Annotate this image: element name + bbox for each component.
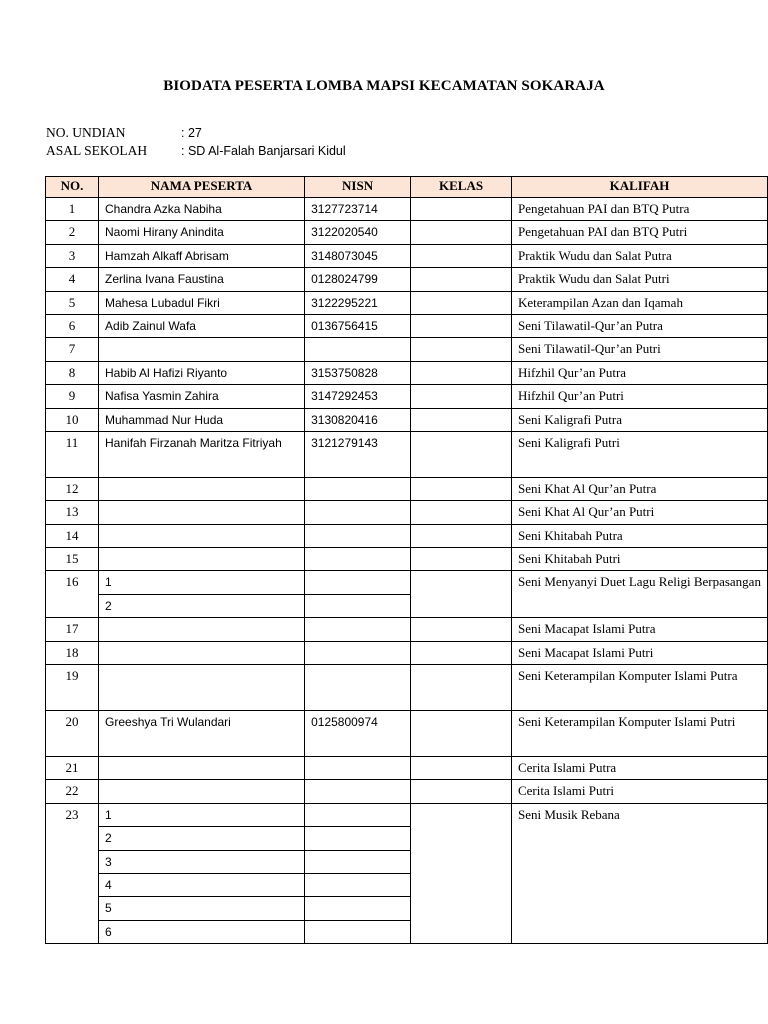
kalifah-cell: Seni Macapat Islami Putri — [511, 641, 767, 664]
kelas-cell[interactable] — [411, 501, 512, 524]
kalifah-cell: Seni Kaligrafi Putri — [511, 431, 767, 477]
participant-name-cell[interactable]: 2 — [99, 827, 305, 850]
participant-name-cell[interactable]: Hamzah Alkaff Abrisam — [99, 244, 305, 267]
participant-name-cell[interactable] — [99, 757, 305, 780]
undian-value: : 27 — [181, 126, 202, 140]
kalifah-cell: Keterampilan Azan dan Iqamah — [511, 291, 767, 314]
row-number: 15 — [46, 548, 99, 571]
kalifah-cell: Seni Keterampilan Komputer Islami Putra — [511, 665, 767, 711]
header-kelas: KELAS — [411, 177, 512, 198]
nisn-cell[interactable]: 0136756415 — [305, 314, 411, 337]
kelas-cell[interactable] — [411, 548, 512, 571]
row-number: 4 — [46, 268, 99, 291]
participant-name-cell[interactable]: Chandra Azka Nabiha — [99, 198, 305, 221]
table-row — [46, 268, 768, 291]
participant-name-cell[interactable]: 2 — [99, 594, 305, 617]
row-number: 14 — [46, 524, 99, 547]
row-number: 8 — [46, 361, 99, 384]
row-number: 16 — [46, 571, 99, 618]
kelas-cell[interactable] — [411, 314, 512, 337]
kalifah-cell: Seni Khat Al Qur’an Putri — [511, 501, 767, 524]
undian-label: NO. UNDIAN — [46, 125, 126, 140]
participant-name-cell[interactable] — [99, 665, 305, 711]
table-row — [46, 385, 768, 408]
participant-name-cell[interactable]: 6 — [99, 920, 305, 943]
nisn-cell[interactable]: 3147292453 — [305, 385, 411, 408]
row-number: 10 — [46, 408, 99, 431]
row-number: 5 — [46, 291, 99, 314]
table-row — [46, 548, 768, 571]
table-row — [46, 198, 768, 221]
kelas-cell[interactable] — [411, 221, 512, 244]
table-row — [46, 780, 768, 803]
table-row — [46, 291, 768, 314]
kalifah-cell: Seni Khitabah Putra — [511, 524, 767, 547]
kalifah-cell: Cerita Islami Putra — [511, 757, 767, 780]
participant-name-cell[interactable]: 1 — [99, 803, 305, 826]
participant-name-cell[interactable]: Nafisa Yasmin Zahira — [99, 385, 305, 408]
header-nisn: NISN — [305, 177, 411, 198]
row-number: 12 — [46, 477, 99, 500]
participant-name-cell[interactable]: Habib Al Hafizi Riyanto — [99, 361, 305, 384]
participant-name-cell[interactable]: 1 — [99, 571, 305, 594]
kalifah-cell: Seni Menyanyi Duet Lagu Religi Berpasangan — [511, 571, 767, 618]
sekolah-value: : SD Al-Falah Banjarsari Kidul — [181, 144, 346, 158]
nisn-cell[interactable] — [305, 594, 411, 617]
participant-table — [45, 176, 768, 944]
nisn-cell[interactable] — [305, 665, 411, 711]
participant-name-cell[interactable] — [99, 501, 305, 524]
table-row — [46, 477, 768, 500]
nisn-cell[interactable]: 3121279143 — [305, 431, 411, 477]
kelas-cell[interactable] — [411, 361, 512, 384]
row-number: 19 — [46, 665, 99, 711]
nisn-cell[interactable] — [305, 477, 411, 500]
header-no: NO. — [46, 177, 99, 198]
nisn-cell[interactable] — [305, 618, 411, 641]
kalifah-cell: Seni Khat Al Qur’an Putra — [511, 477, 767, 500]
table-body — [46, 198, 768, 944]
nisn-cell[interactable] — [305, 548, 411, 571]
table-header-row — [46, 177, 768, 198]
kalifah-cell: Seni Tilawatil-Qur’an Putri — [511, 338, 767, 361]
row-number: 3 — [46, 244, 99, 267]
table-row — [46, 803, 768, 826]
participant-name-cell[interactable] — [99, 548, 305, 571]
row-number: 9 — [46, 385, 99, 408]
participant-name-cell[interactable]: Muhammad Nur Huda — [99, 408, 305, 431]
row-number: 18 — [46, 641, 99, 664]
nisn-cell[interactable] — [305, 641, 411, 664]
row-number: 1 — [46, 198, 99, 221]
nisn-cell[interactable]: 3148073045 — [305, 244, 411, 267]
participant-name-cell[interactable]: 3 — [99, 850, 305, 873]
row-number: 17 — [46, 618, 99, 641]
nisn-cell[interactable] — [305, 850, 411, 873]
nisn-cell[interactable]: 3127723714 — [305, 198, 411, 221]
participant-name-cell[interactable] — [99, 477, 305, 500]
participant-name-cell[interactable] — [99, 618, 305, 641]
row-number: 6 — [46, 314, 99, 337]
nisn-cell[interactable]: 0125800974 — [305, 711, 411, 757]
participant-name-cell[interactable]: Hanifah Firzanah Maritza Fitriyah — [99, 431, 305, 477]
nisn-cell[interactable]: 0128024799 — [305, 268, 411, 291]
participant-name-cell[interactable]: Mahesa Lubadul Fikri — [99, 291, 305, 314]
nisn-cell[interactable] — [305, 571, 411, 594]
nisn-cell[interactable] — [305, 873, 411, 896]
nisn-cell[interactable] — [305, 780, 411, 803]
row-number: 21 — [46, 757, 99, 780]
table-row — [46, 571, 768, 594]
header-nama: NAMA PESERTA — [99, 177, 305, 198]
participant-name-cell[interactable]: 4 — [99, 873, 305, 896]
nisn-cell[interactable] — [305, 524, 411, 547]
kelas-cell[interactable] — [411, 665, 512, 711]
kelas-cell[interactable] — [411, 803, 512, 943]
sekolah-label: ASAL SEKOLAH — [46, 143, 148, 158]
table-row — [46, 618, 768, 641]
kelas-cell[interactable] — [411, 291, 512, 314]
table-row — [46, 314, 768, 337]
kalifah-cell: Praktik Wudu dan Salat Putri — [511, 268, 767, 291]
participant-name-cell[interactable]: 5 — [99, 897, 305, 920]
kelas-cell[interactable] — [411, 198, 512, 221]
table-row — [46, 431, 768, 477]
row-number: 13 — [46, 501, 99, 524]
nisn-cell[interactable]: 3122020540 — [305, 221, 411, 244]
nisn-cell[interactable]: 3153750828 — [305, 361, 411, 384]
kalifah-cell: Seni Musik Rebana — [511, 803, 767, 943]
table-row — [46, 244, 768, 267]
table-row — [46, 361, 768, 384]
nisn-cell[interactable] — [305, 501, 411, 524]
participant-name-cell[interactable]: Greeshya Tri Wulandari — [99, 711, 305, 757]
nisn-cell[interactable] — [305, 338, 411, 361]
nisn-cell[interactable] — [305, 827, 411, 850]
page-title: BIODATA PESERTA LOMBA MAPSI KECAMATAN SOKARAJA — [163, 78, 605, 94]
row-number: 20 — [46, 711, 99, 757]
kelas-cell[interactable] — [411, 268, 512, 291]
kelas-cell[interactable] — [411, 711, 512, 757]
kalifah-cell: Seni Tilawatil-Qur’an Putra — [511, 314, 767, 337]
kalifah-cell: Seni Macapat Islami Putra — [511, 618, 767, 641]
nisn-cell[interactable]: 3130820416 — [305, 408, 411, 431]
kelas-cell[interactable] — [411, 477, 512, 500]
row-number: 7 — [46, 338, 99, 361]
kalifah-cell: Seni Keterampilan Komputer Islami Putri — [511, 711, 767, 757]
table-row — [46, 408, 768, 431]
row-number: 11 — [46, 431, 99, 477]
kelas-cell[interactable] — [411, 385, 512, 408]
kalifah-cell: Seni Kaligrafi Putra — [511, 408, 767, 431]
kalifah-cell: Pengetahuan PAI dan BTQ Putra — [511, 198, 767, 221]
participant-name-cell[interactable]: Zerlina Ivana Faustina — [99, 268, 305, 291]
table-row — [46, 221, 768, 244]
participant-name-cell[interactable] — [99, 780, 305, 803]
table-row — [46, 524, 768, 547]
participant-name-cell[interactable] — [99, 338, 305, 361]
kalifah-cell: Pengetahuan PAI dan BTQ Putri — [511, 221, 767, 244]
kelas-cell[interactable] — [411, 757, 512, 780]
table-row — [46, 338, 768, 361]
nisn-cell[interactable] — [305, 897, 411, 920]
table-row — [46, 757, 768, 780]
kelas-cell[interactable] — [411, 431, 512, 477]
kelas-cell[interactable] — [411, 641, 512, 664]
kelas-cell[interactable] — [411, 244, 512, 267]
kalifah-cell: Seni Khitabah Putri — [511, 548, 767, 571]
kelas-cell[interactable] — [411, 571, 512, 618]
kelas-cell[interactable] — [411, 408, 512, 431]
row-number: 2 — [46, 221, 99, 244]
nisn-cell[interactable] — [305, 920, 411, 943]
kalifah-cell: Cerita Islami Putri — [511, 780, 767, 803]
nisn-cell[interactable] — [305, 757, 411, 780]
participant-name-cell[interactable]: Naomi Hirany Anindita — [99, 221, 305, 244]
participant-name-cell[interactable] — [99, 641, 305, 664]
table-row — [46, 641, 768, 664]
kalifah-cell: Hifzhil Qur’an Putra — [511, 361, 767, 384]
nisn-cell[interactable]: 3122295221 — [305, 291, 411, 314]
table-row — [46, 665, 768, 711]
row-number: 23 — [46, 803, 99, 943]
participant-name-cell[interactable] — [99, 524, 305, 547]
header-kalifah: KALIFAH — [511, 177, 767, 198]
kelas-cell[interactable] — [411, 338, 512, 361]
table-row — [46, 501, 768, 524]
kalifah-cell: Hifzhil Qur’an Putri — [511, 385, 767, 408]
participant-name-cell[interactable]: Adib Zainul Wafa — [99, 314, 305, 337]
kelas-cell[interactable] — [411, 524, 512, 547]
nisn-cell[interactable] — [305, 803, 411, 826]
kelas-cell[interactable] — [411, 618, 512, 641]
kelas-cell[interactable] — [411, 780, 512, 803]
row-number: 22 — [46, 780, 99, 803]
table-row — [46, 711, 768, 757]
kalifah-cell: Praktik Wudu dan Salat Putra — [511, 244, 767, 267]
